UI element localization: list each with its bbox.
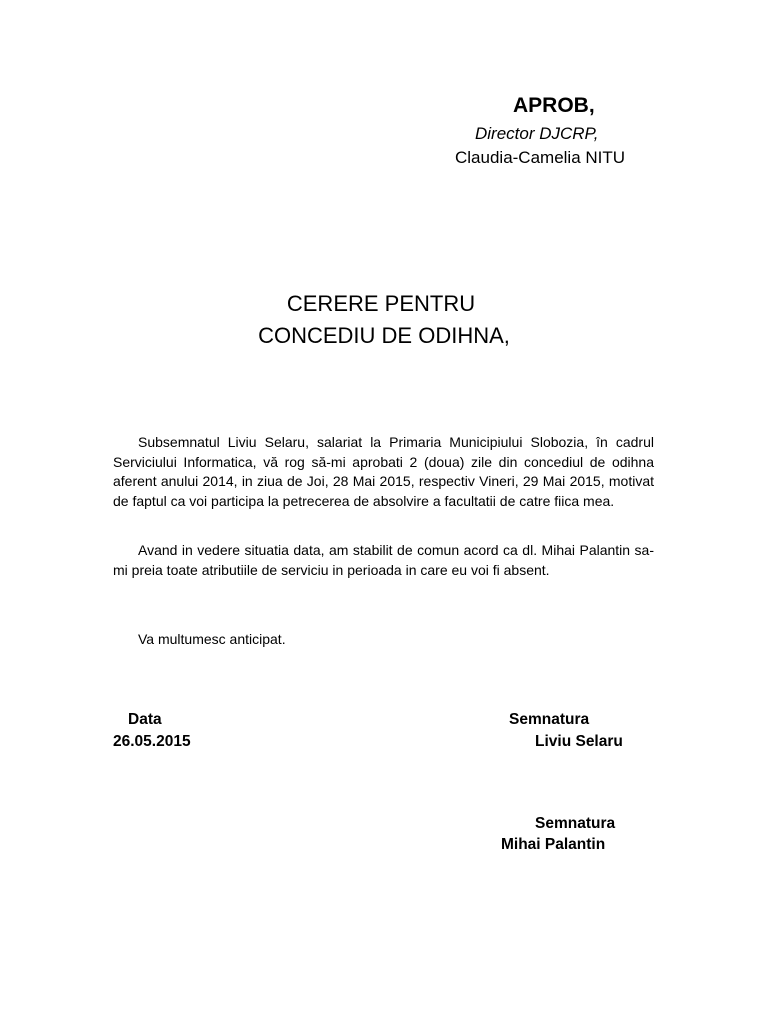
- signature2-label: Semnatura: [535, 815, 616, 832]
- approval-title: APROB,: [513, 94, 595, 117]
- document-title-line2: CONCEDIU DE ODIHNA,: [258, 323, 510, 348]
- signature1-label: Semnatura: [509, 711, 590, 728]
- body-paragraph-3: Va multumesc anticipat.: [138, 631, 286, 647]
- document-title-line1: CERERE PENTRU: [286, 291, 476, 316]
- body-paragraph-1: Subsemnatul Liviu Selaru, salariat la Primaria Municipiului Slobozia, în cadrul Serviciului Informatica, vă rog să-mi aprobati 2 (doua) zile din concediul de odihna aferent anului 2014, in ziua de Joi, 28 Mai 2015, respectiv Vineri, 29 Mai 2015, motivat de faptul ca voi participa la petrecerea de absolvire a facultatii de catre fiica mea.: [113, 434, 654, 509]
- body-paragraph-2: Avand in vedere situatia data, am stabilit de comun acord ca dl. Mihai Palantin sa-mi preia toate atributiile de serviciu in perioada in care eu voi fi absent.: [113, 542, 654, 578]
- date-label: Data: [128, 711, 162, 728]
- date-value: 26.05.2015: [113, 733, 191, 750]
- signature2-name: Mihai Palantin: [501, 836, 606, 853]
- approval-name: Claudia-Camelia NITU: [455, 148, 626, 167]
- approval-role: Director DJCRP,: [475, 124, 599, 143]
- signature1-name: Liviu Selaru: [535, 733, 623, 750]
